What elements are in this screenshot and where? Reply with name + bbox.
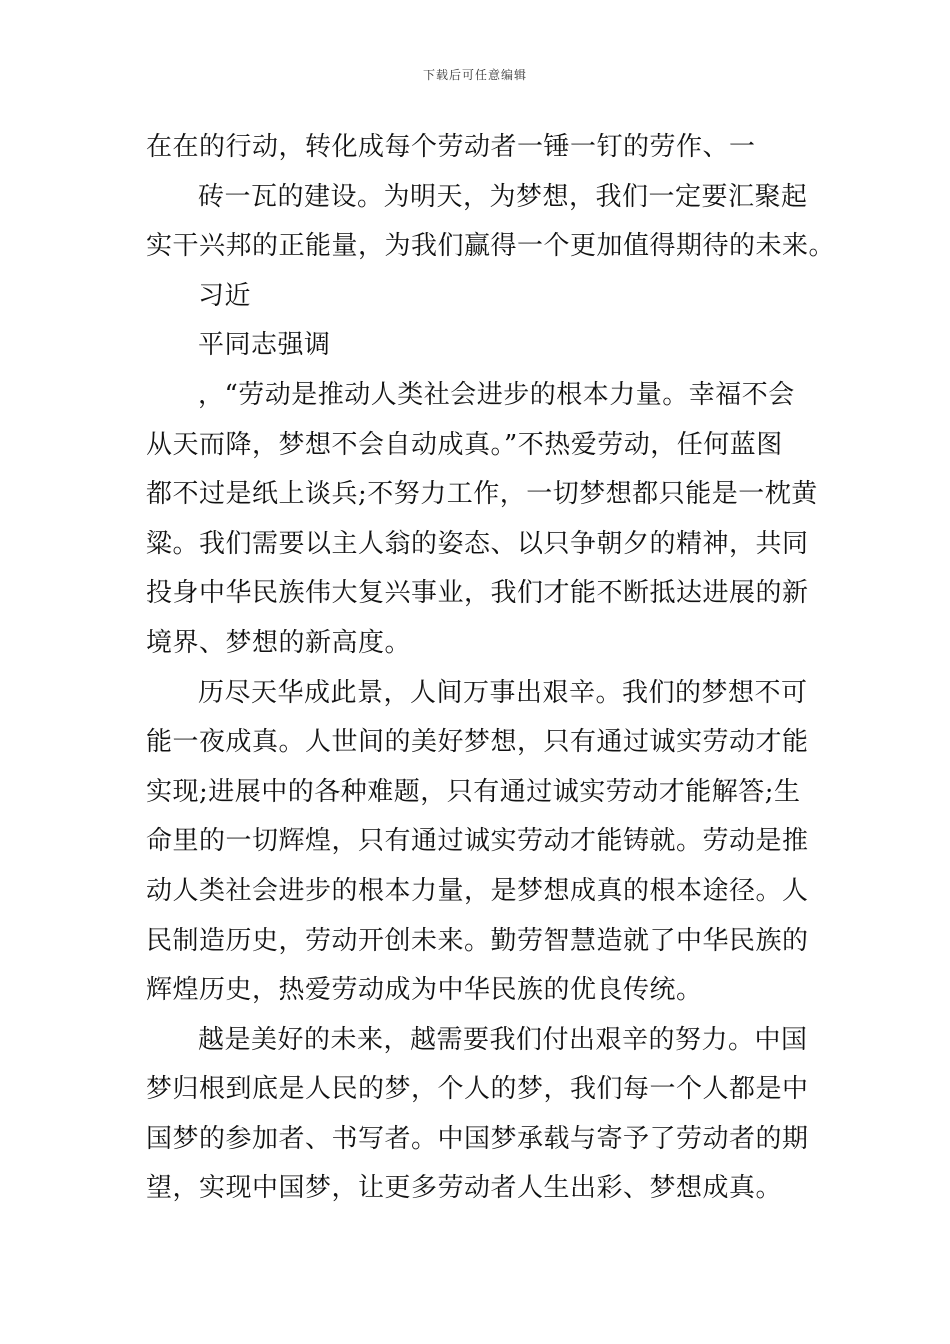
text-line: 在在的行动，转化成每个劳动者一锤一钉的劳作、一: [146, 132, 756, 162]
document-body: [146, 123, 836, 1214]
text-line: 都不过是纸上谈兵;不努力工作，一切梦想都只能是一枕黄: [146, 479, 818, 510]
text-line: 平同志强调: [198, 330, 331, 361]
text-line: 实现;进展中的各种难题，只有通过诚实劳动才能解答;生: [146, 776, 801, 807]
text-line: 投身中华民族伟大复兴事业，我们才能不断抵达进展的新: [146, 578, 809, 609]
text-line: 辉煌历史，热爱劳动成为中华民族的优良传统。: [146, 975, 703, 1006]
text-line: 历尽天华成此景，人间万事出艰辛。我们的梦想不可: [198, 677, 808, 708]
text-line: 实干兴邦的正能量，为我们赢得一个更加值得期待的未来。: [146, 231, 836, 262]
text-line: 境界、梦想的新高度。: [146, 627, 412, 658]
text-line: 从天而降，梦想不会自动成真。”不热爱劳动，任何蓝图: [146, 429, 783, 460]
text-line: 粱。我们需要以主人翁的姿态、以只争朝夕的精神，共同: [146, 528, 809, 559]
text-line: ，“劳动是推动人类社会进步的根本力量。幸福不会: [198, 379, 795, 410]
page-header: 下载后可任意编辑: [422, 68, 527, 82]
text-line: 梦归根到底是人民的梦，个人的梦，我们每一个人都是中: [146, 1074, 809, 1105]
text-line: 国梦的参加者、书写者。中国梦承载与寄予了劳动者的期: [146, 1123, 809, 1154]
text-line: 命里的一切辉煌，只有通过诚实劳动才能铸就。劳动是推: [146, 826, 809, 857]
text-line: 习近: [198, 280, 252, 311]
text-line: 越是美好的未来，越需要我们付出艰辛的努力。中国: [198, 1024, 808, 1055]
text-line: 砖一瓦的建设。为明天，为梦想，我们一定要汇聚起: [198, 181, 808, 212]
text-line: 能一夜成真。人世间的美好梦想，只有通过诚实劳动才能: [146, 727, 809, 758]
text-line: 动人类社会进步的根本力量，是梦想成真的根本途径。人: [146, 875, 809, 906]
text-line: 民制造历史，劳动开创未来。勤劳智慧造就了中华民族的: [146, 925, 809, 956]
text-line: 望，实现中国梦，让更多劳动者人生出彩、梦想成真。: [146, 1173, 783, 1204]
